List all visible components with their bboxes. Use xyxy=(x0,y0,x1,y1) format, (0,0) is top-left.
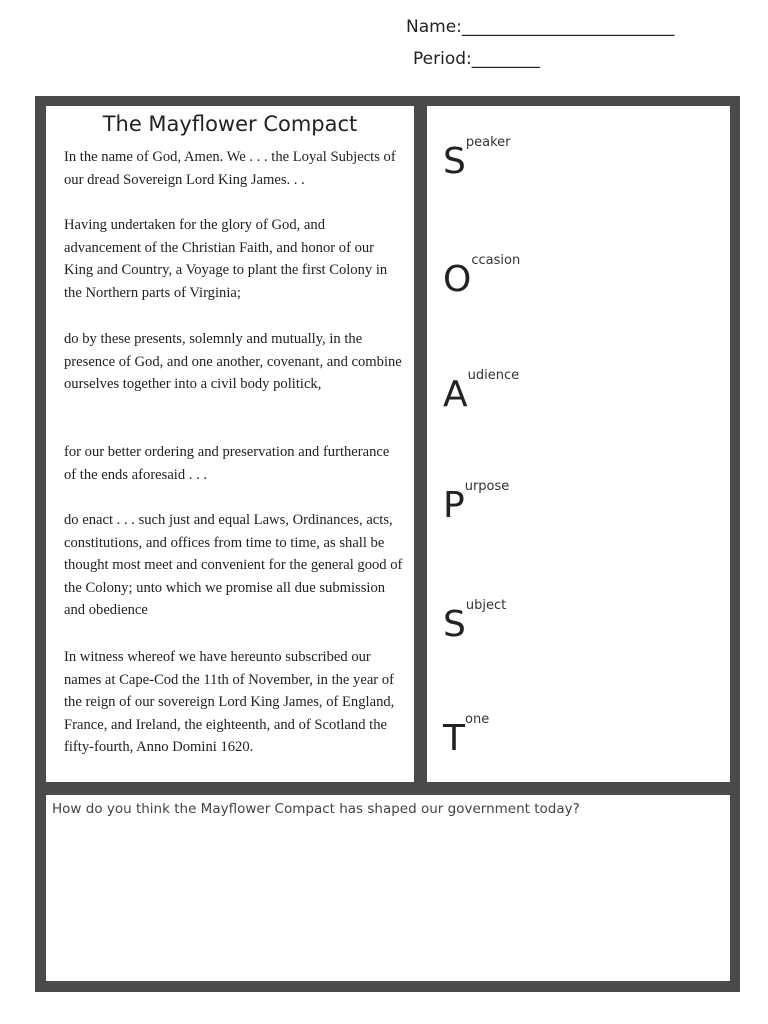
soapstone-speaker xyxy=(443,135,511,184)
document-paragraph: Having undertaken for the glory of God, and advancement of the Christian Faith, and honor of our King and Country, a Voyage to plant the first Colony in the Northern parts of Virginia; xyxy=(64,217,388,301)
document-paragraph: do by these presents, solemnly and mutually, in the presence of God, and one another, covenant, and combine ourselves together into a civil body politick, xyxy=(64,331,402,393)
soapstone-audience xyxy=(443,368,520,417)
period-field-line[interactable]: Period:________ xyxy=(413,49,540,69)
soapstone-word-rest: udience xyxy=(467,368,520,383)
name-field-line[interactable]: Name:_________________________ xyxy=(406,17,675,37)
soapstone-word-rest: urpose xyxy=(464,479,510,494)
soapstone-letter: O xyxy=(443,259,472,300)
soapstone-occasion xyxy=(443,253,521,302)
soapstone-word-rest: one xyxy=(465,712,490,727)
soapstone-purpose xyxy=(443,479,510,528)
document-paragraph: In the name of God, Amen. We . . . the Loyal Subjects of our dread Sovereign Lord King James. . . xyxy=(64,149,396,188)
document-paragraph: do enact . . . such just and equal Laws, Ordinances, acts, constitutions, and offices from time to time, as shall be thought most meet and convenient for the general good of the Colony; unto which we promise all due submission and obedience xyxy=(64,512,403,619)
soapstone-letter: S xyxy=(443,604,466,645)
soapstone-word-rest: ccasion xyxy=(471,253,521,268)
soapstone-word-rest: ubject xyxy=(465,598,507,613)
soapstone-word-rest: peaker xyxy=(465,135,511,150)
soapstone-tone xyxy=(443,712,490,761)
soapstone-panel xyxy=(427,106,730,782)
question-prompt: How do you think the Mayflower Compact has shaped our government today? xyxy=(52,801,580,817)
soapstone-letter: T xyxy=(443,718,465,759)
soapstone-letter: S xyxy=(443,141,466,182)
response-box[interactable] xyxy=(46,795,730,981)
soapstone-letter: A xyxy=(443,374,468,415)
primary-source-panel xyxy=(46,106,414,782)
document-paragraph: for our better ordering and preservation and furtherance of the ends aforesaid . . . xyxy=(64,444,390,483)
document-title: The Mayflower Compact xyxy=(102,112,358,136)
soapstone-letter: P xyxy=(443,485,465,526)
soapstone-subject xyxy=(443,598,507,647)
document-paragraph: In witness whereof we have hereunto subscribed our names at Cape-Cod the 11th of November, in the year of the reign of our sovereign Lord King James, of England, France, and Ireland, the eighteenth, and of Scotland the fifty-fourth, Anno Domini 1620. xyxy=(64,649,395,756)
